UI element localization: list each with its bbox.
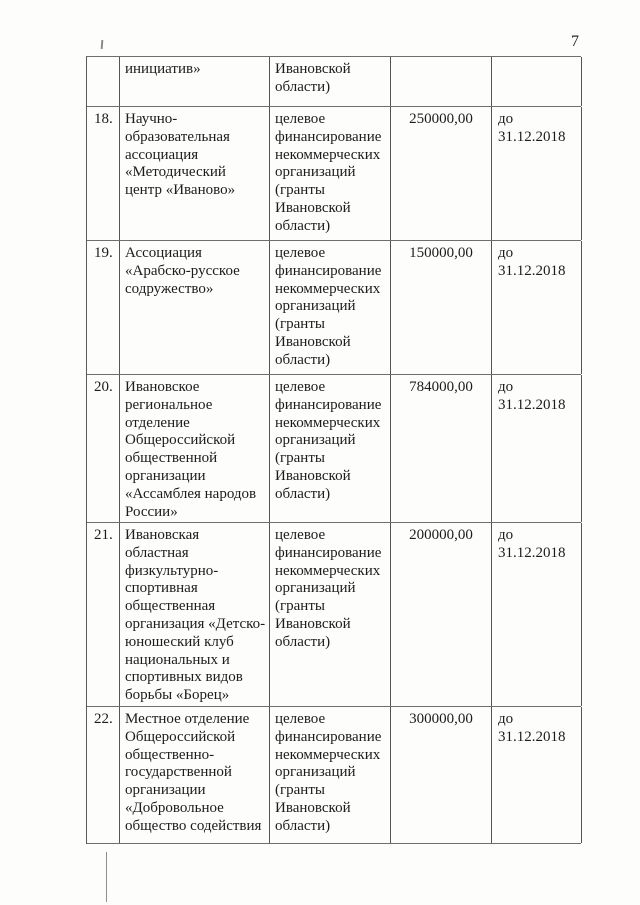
cell-deadline: [492, 57, 582, 106]
cell-funding-purpose: целевое финансирование некоммерческих организаций (гранты Ивановской области): [270, 523, 391, 706]
page-number: 7: [571, 33, 579, 50]
cell-funding-purpose: Ивановской области): [270, 57, 391, 106]
cell-deadline: до 31.12.2018: [492, 375, 582, 522]
scan-artifact-vertical-line: [106, 852, 107, 902]
cell-deadline: до 31.12.2018: [492, 707, 582, 843]
scan-artifact-tick: [101, 40, 104, 49]
table-row-18: [87, 107, 581, 241]
cell-row-number: [87, 57, 120, 106]
cell-amount: 150000,00: [391, 241, 492, 374]
cell-funding-purpose: целевое финансирование некоммерческих организаций (гранты Ивановской области): [270, 707, 391, 843]
table-row-19: [87, 241, 581, 375]
cell-organization-name: Местное отделение Общероссийской общественно-государственной организации «Добровольное общество содействия: [120, 707, 270, 843]
cell-organization-name: Ассоциация «Арабско-русское содружество»: [120, 241, 270, 374]
cell-row-number: 19.: [87, 241, 120, 374]
table-row-carryover: [87, 57, 581, 107]
cell-row-number: 18.: [87, 107, 120, 240]
cell-organization-name: Ивановское региональное отделение Общероссийской общественной организации «Ассамблея народов России»: [120, 375, 270, 522]
cell-amount: 784000,00: [391, 375, 492, 522]
table-row-22: [87, 707, 581, 844]
table-row-20: [87, 375, 581, 523]
cell-amount: [391, 57, 492, 106]
cell-amount: 200000,00: [391, 523, 492, 706]
cell-row-number: 21.: [87, 523, 120, 706]
cell-amount: 250000,00: [391, 107, 492, 240]
cell-deadline: до 31.12.2018: [492, 523, 582, 706]
cell-funding-purpose: целевое финансирование некоммерческих организаций (гранты Ивановской области): [270, 375, 391, 522]
cell-organization-name: инициатив»: [120, 57, 270, 106]
cell-deadline: до 31.12.2018: [492, 241, 582, 374]
cell-organization-name: Ивановская областная физкультурно-спортивная общественная организация «Детско-юношеский клуб национальных и спортивных видов борьбы «Борец»: [120, 523, 270, 706]
cell-funding-purpose: целевое финансирование некоммерческих организаций (гранты Ивановской области): [270, 107, 391, 240]
cell-row-number: 20.: [87, 375, 120, 522]
grants-table: [86, 56, 581, 844]
cell-deadline: до 31.12.2018: [492, 107, 582, 240]
cell-row-number: 22.: [87, 707, 120, 843]
cell-organization-name: Научно-образовательная ассоциация «Методический центр «Иваново»: [120, 107, 270, 240]
cell-funding-purpose: целевое финансирование некоммерческих организаций (гранты Ивановской области): [270, 241, 391, 374]
table-row-21: [87, 523, 581, 707]
cell-amount: 300000,00: [391, 707, 492, 843]
